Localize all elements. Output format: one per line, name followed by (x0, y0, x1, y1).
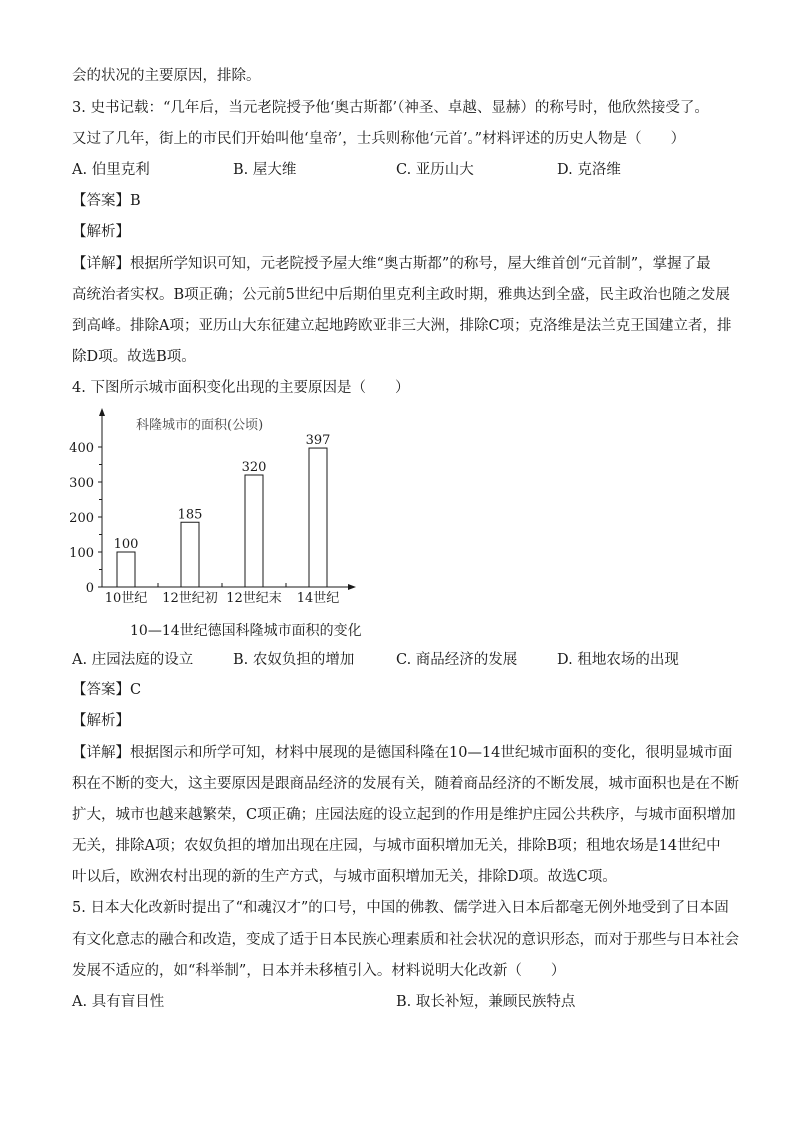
y-tick-label: 300 (69, 476, 94, 491)
q4-detail-line: 积在不断的变大，这主要原因是跟商品经济的发展有关，随着商品经济的不断发展，城市面积也是在不断 (72, 776, 739, 792)
x-category-label: 10世纪 (104, 591, 148, 606)
bar-chart (69, 405, 372, 615)
q3-detail-line: 到高峰。排除A项；亚历山大东征建立起地跨欧亚非三大洲，排除C项；克洛维是法兰克王国建立者，排 (72, 318, 732, 334)
q5-option-a: A. 具有盲目性 (72, 994, 165, 1010)
q3-detail-line: 【详解】根据所学知识可知，元老院授予屋大维“奥古斯都”的称号，屋大维首创“元首制”，掌握了最 (72, 256, 711, 272)
q3-answer: 【答案】B (72, 193, 141, 209)
chart-title: 科隆城市的面积(公顷) (136, 418, 264, 433)
x-axis-arrow (348, 584, 356, 590)
q3-option-a: A. 伯里克利 (72, 162, 150, 178)
y-tick-label: 200 (69, 511, 94, 526)
bar (245, 475, 263, 587)
bar (309, 448, 327, 587)
q5-stem-line: 5. 日本大化改新时提出了“和魂汉才”的口号，中国的佛教、儒学进入日本后都毫无例外地受到了日本固 (72, 900, 729, 916)
q4-stem: 4. 下图所示城市面积变化出现的主要原因是（ ） (72, 380, 410, 396)
q3-detail-line: 除D项。故选B项。 (72, 349, 196, 365)
q4-detail-line: 叶以后，欧洲农村出现的新的生产方式，与城市面积增加无关，排除D项。故选C项。 (72, 869, 617, 885)
q4-option-b: B. 农奴负担的增加 (233, 652, 355, 668)
y-tick-label: 0 (85, 581, 94, 596)
y-tick-label: 100 (69, 546, 94, 561)
q5-stem-line: 发展不适应的，如“科举制”，日本并未移植引入。材料说明大化改新（ ） (72, 963, 566, 979)
bar-value-label: 100 (113, 537, 139, 552)
q3-stem-line2: 又过了几年，街上的市民们开始叫他‘皇帝’，士兵则称他‘元首’。”材料评述的历史人物是（ ） (72, 131, 686, 147)
x-category-label: 12世纪初 (162, 591, 218, 606)
y-axis-arrow (99, 408, 105, 416)
q4-answer: 【答案】C (72, 682, 142, 698)
q2-tail-text: 会的状况的主要原因，排除。 (72, 68, 261, 84)
q3-option-b: B. 屋大维 (233, 162, 297, 178)
q4-analysis-heading: 【解析】 (72, 713, 130, 729)
x-category-label: 12世纪末 (226, 591, 282, 606)
q3-option-d: D. 克洛维 (557, 162, 621, 178)
bar (117, 552, 135, 587)
q4-detail-line: 扩大，城市也越来越繁荣，C项正确；庄园法庭的设立起到的作用是维护庄园公共秩序，与城市面积增加 (72, 807, 736, 823)
q4-option-d: D. 租地农场的出现 (557, 652, 679, 668)
chart-caption: 10—14世纪德国科隆城市面积的变化 (130, 623, 362, 639)
bar (181, 522, 199, 587)
bar-value-label: 320 (241, 460, 267, 475)
x-category-label: 14世纪 (296, 591, 340, 606)
q4-option-c: C. 商品经济的发展 (396, 652, 518, 668)
bar-value-label: 397 (305, 433, 331, 449)
q3-detail-line: 高统治者实权。B项正确；公元前5世纪中后期伯里克利主政时期，雅典达到全盛，民主政治也随之发展 (72, 287, 730, 303)
q3-stem-line1: 3. 史书记载：“几年后，当元老院授予他‘奥古斯都’（神圣、卓越、显赫）的称号时，他欣然接受了。 (72, 100, 709, 116)
q3-analysis-heading: 【解析】 (72, 224, 130, 240)
q5-stem-line: 有文化意志的融合和改造，变成了适于日本民族心理素质和社会状况的意识形态，而对于那些与日本社会 (72, 932, 739, 948)
q4-detail-line: 【详解】根据图示和所学可知，材料中展现的是德国科隆在10—14世纪城市面积的变化，很明显城市面 (72, 745, 733, 761)
q4-detail-line: 无关，排除A项；农奴负担的增加出现在庄园，与城市面积增加无关，排除B项；租地农场是14世纪中 (72, 838, 721, 854)
q3-option-c: C. 亚历山大 (396, 162, 474, 178)
q4-option-a: A. 庄园法庭的设立 (72, 652, 194, 668)
bar-value-label: 185 (177, 507, 203, 523)
y-tick-label: 400 (69, 441, 94, 456)
q5-option-b: B. 取长补短，兼顾民族特点 (396, 994, 576, 1010)
